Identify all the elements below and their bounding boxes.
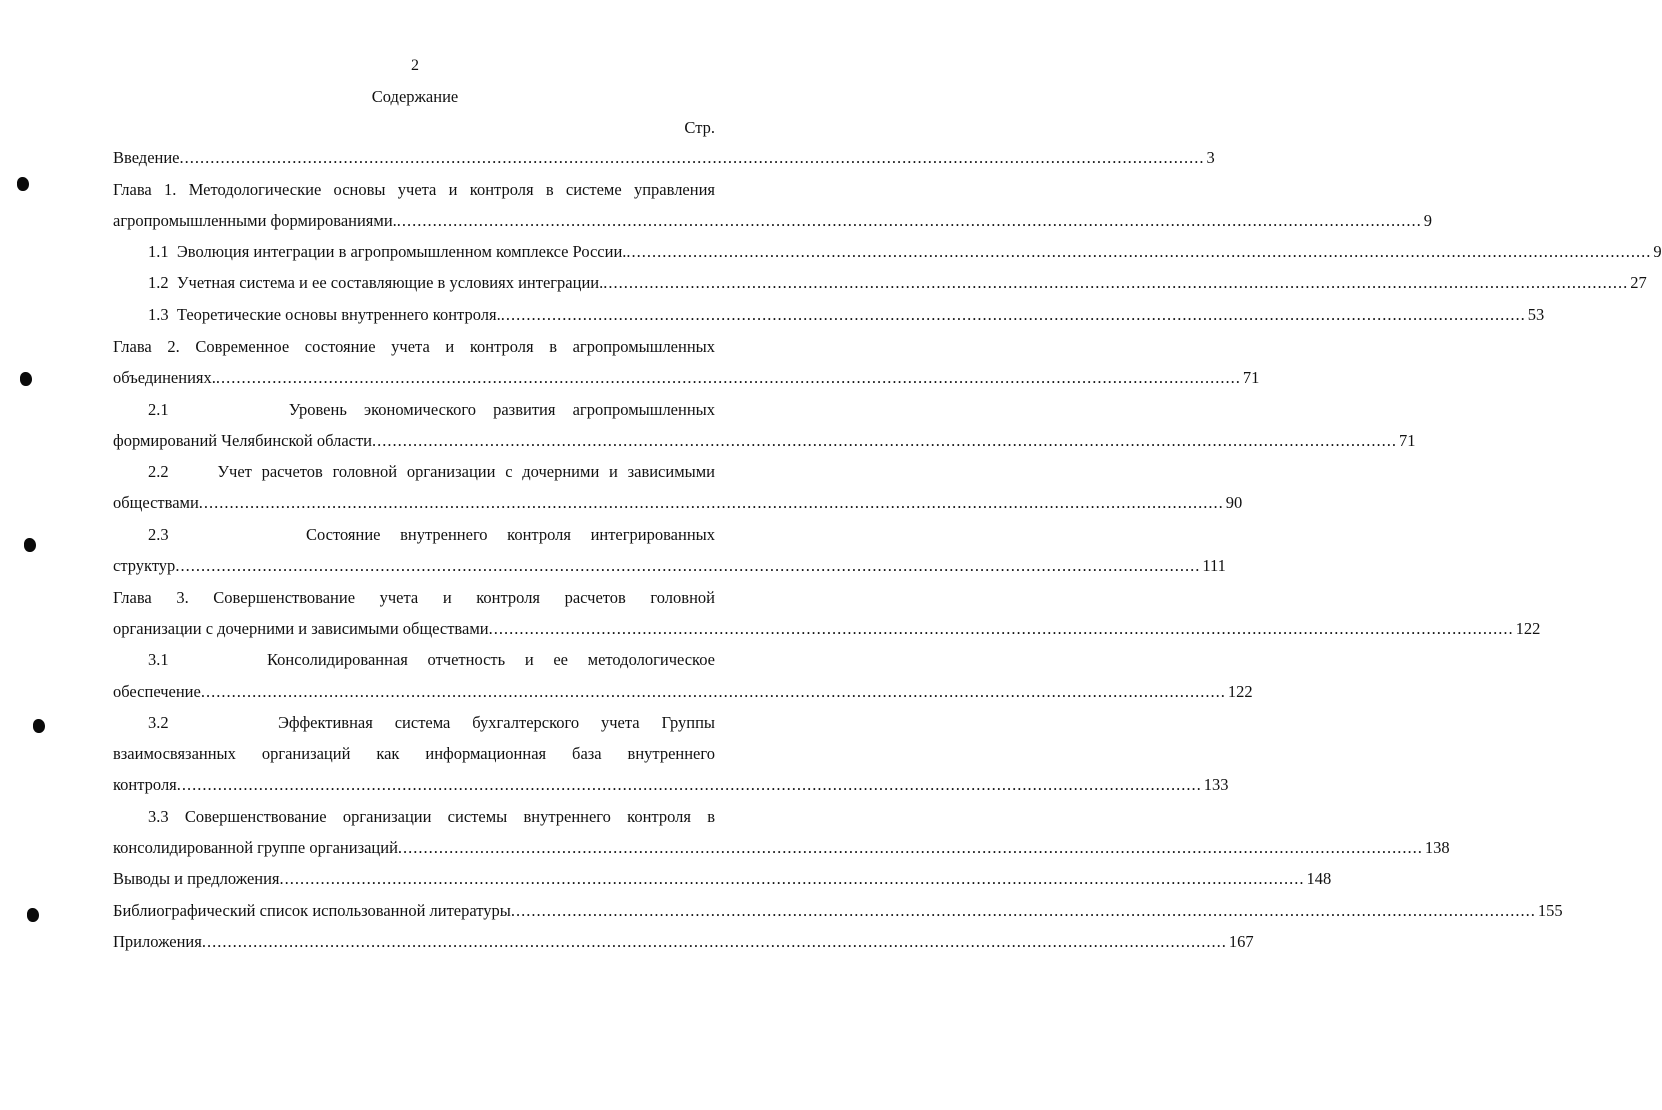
toc-entry-text: агропромышленными формированиями. bbox=[113, 211, 397, 230]
punch-hole-mark bbox=[33, 719, 45, 733]
toc-entry-text: Библиографический список использованной литературы bbox=[113, 901, 511, 920]
toc-page-number: 90 bbox=[1225, 493, 1243, 512]
toc-leader-dots: ........................................................................................................................................................................................................ bbox=[603, 273, 1629, 292]
toc-entry-conclusions bbox=[113, 868, 1332, 890]
toc-entry-text: Введение bbox=[113, 148, 180, 167]
toc-leader-dots: ........................................................................................................................................................................................................ bbox=[488, 619, 1514, 638]
toc-leader-dots: ........................................................................................................................................................................................................ bbox=[510, 901, 1536, 920]
toc-page-number: 71 bbox=[1242, 368, 1260, 387]
toc-entry-text: структур bbox=[113, 556, 176, 575]
toc-page-number: 122 bbox=[1227, 682, 1253, 701]
toc-entry-chapter-1-cont bbox=[113, 210, 1433, 232]
toc-entry-2-1 bbox=[148, 399, 715, 421]
toc-leader-dots: ........................................................................................................................................................................................................ bbox=[200, 682, 1226, 701]
toc-section-number: 1.1 bbox=[148, 242, 169, 261]
toc-entry-3-2-cont: взаимосвязанных организаций как информационная база внутреннего bbox=[113, 744, 715, 763]
toc-entry-text: Учет расчетов головной организации с дочерними и зависимыми bbox=[217, 462, 716, 481]
toc-section-number: 1.2 bbox=[148, 273, 169, 292]
toc-entry-text: консолидированной группе организаций bbox=[113, 838, 398, 857]
page-column-header: Стр. bbox=[684, 118, 715, 137]
toc-entry-3-2 bbox=[148, 712, 715, 734]
toc-page-number: 9 bbox=[1423, 211, 1433, 230]
toc-entry-text: Эффективная система бухгалтерского учета Группы bbox=[277, 713, 715, 732]
toc-entry-1-1 bbox=[148, 241, 1662, 263]
toc-entry-2-2 bbox=[148, 461, 715, 483]
toc-entry-text: Приложения bbox=[113, 932, 202, 951]
toc-entry-text: контроля bbox=[113, 775, 177, 794]
toc-section-number: 3.3 bbox=[148, 807, 169, 826]
toc-entry-3-1-cont bbox=[113, 681, 1253, 703]
toc-entry-chapter-1: Глава 1. Методологические основы учета и контроля в системе управления bbox=[113, 180, 715, 199]
punch-hole-mark bbox=[27, 908, 39, 922]
toc-entry-text: Выводы и предложения bbox=[113, 869, 280, 888]
toc-section-number: 1.3 bbox=[148, 305, 169, 324]
toc-entry-text: обществами bbox=[113, 493, 199, 512]
toc-entry-2-2-cont bbox=[113, 492, 1243, 514]
page-number: 2 bbox=[411, 57, 419, 74]
toc-leader-dots: ........................................................................................................................................................................................................ bbox=[500, 305, 1526, 324]
toc-entry-1-2 bbox=[148, 272, 1647, 294]
toc-entry-text: Консолидированная отчетность и ее методологическое bbox=[266, 650, 715, 669]
toc-leader-dots: ........................................................................................................................................................................................................ bbox=[626, 242, 1652, 261]
toc-entry-text: Теоретические основы внутреннего контроля. bbox=[176, 305, 501, 324]
toc-page-number: 3 bbox=[1206, 148, 1215, 167]
toc-page-number: 133 bbox=[1203, 775, 1229, 794]
toc-page-number: 148 bbox=[1306, 869, 1332, 888]
toc-leader-dots: ........................................................................................................................................................................................................ bbox=[198, 493, 1224, 512]
punch-hole-mark bbox=[24, 538, 36, 552]
punch-hole-mark bbox=[20, 372, 32, 386]
toc-section-number: 3.1 bbox=[148, 650, 169, 669]
toc-entry-2-1-cont bbox=[113, 430, 1416, 452]
toc-entry-appendices bbox=[113, 931, 1254, 953]
punch-hole-mark bbox=[17, 177, 29, 191]
toc-entry-text: организации с дочерними и зависимыми обществами bbox=[113, 619, 489, 638]
toc-leader-dots: ........................................................................................................................................................................................................ bbox=[201, 932, 1227, 951]
toc-entry-chapter-3-cont bbox=[113, 618, 1541, 640]
toc-entry-text: объединениях. bbox=[113, 368, 216, 387]
toc-page-number: 9 bbox=[1653, 242, 1662, 261]
toc-leader-dots: ........................................................................................................................................................................................................ bbox=[215, 368, 1241, 387]
toc-entry-text: Совершенствование организации системы внутреннего контроля в bbox=[184, 807, 715, 826]
toc-page-number: 155 bbox=[1537, 901, 1563, 920]
toc-entry-text: Уровень экономического развития агропромышленных bbox=[288, 400, 716, 419]
toc-page-number: 122 bbox=[1515, 619, 1541, 638]
toc-entry-2-3 bbox=[148, 524, 715, 546]
toc-section-number: 2.2 bbox=[148, 462, 169, 481]
toc-entry-bibliography bbox=[113, 900, 1563, 922]
toc-leader-dots: ........................................................................................................................................................................................................ bbox=[179, 148, 1205, 167]
toc-entry-3-3 bbox=[148, 806, 715, 828]
toc-entry-2-3-cont bbox=[113, 555, 1226, 577]
toc-entry-text: формирований Челябинской области bbox=[113, 431, 373, 450]
toc-entry-3-2-cont2 bbox=[113, 774, 1229, 796]
toc-entry-introduction bbox=[113, 147, 1215, 169]
toc-entry-text: Учетная система и ее составляющие в условиях интеграции. bbox=[176, 273, 604, 292]
toc-page-number: 138 bbox=[1424, 838, 1450, 857]
toc-page-number: 27 bbox=[1630, 273, 1647, 292]
toc-entry-chapter-2: Глава 2. Современное состояние учета и контроля в агропромышленных bbox=[113, 337, 715, 356]
toc-page-number: 167 bbox=[1228, 932, 1254, 951]
toc-leader-dots: ........................................................................................................................................................................................................ bbox=[279, 869, 1305, 888]
toc-entry-text: Эволюция интеграции в агропромышленном комплексе России. bbox=[176, 242, 627, 261]
toc-leader-dots: ........................................................................................................................................................................................................ bbox=[372, 431, 1398, 450]
toc-entry-chapter-2-cont bbox=[113, 367, 1260, 389]
toc-leader-dots: ........................................................................................................................................................................................................ bbox=[175, 556, 1201, 575]
toc-entry-text: Состояние внутреннего контроля интегрированных bbox=[305, 525, 715, 544]
page-title: Содержание bbox=[371, 87, 459, 106]
toc-leader-dots: ........................................................................................................................................................................................................ bbox=[397, 838, 1423, 857]
toc-page-number: 53 bbox=[1527, 305, 1545, 324]
toc-page-number: 71 bbox=[1399, 431, 1416, 450]
toc-entry-1-3 bbox=[148, 304, 1545, 326]
toc-leader-dots: ........................................................................................................................................................................................................ bbox=[176, 775, 1202, 794]
toc-section-number: 2.3 bbox=[148, 525, 169, 544]
toc-entry-3-1 bbox=[148, 649, 715, 671]
toc-entry-chapter-3: Глава 3. Совершенствование учета и контроля расчетов головной bbox=[113, 588, 715, 607]
toc-entry-3-3-cont bbox=[113, 837, 1450, 859]
toc-page-number: 111 bbox=[1202, 556, 1226, 575]
toc-section-number: 3.2 bbox=[148, 713, 169, 732]
toc-leader-dots: ........................................................................................................................................................................................................ bbox=[396, 211, 1422, 230]
toc-section-number: 2.1 bbox=[148, 400, 169, 419]
toc-entry-text: обеспечение bbox=[113, 682, 201, 701]
